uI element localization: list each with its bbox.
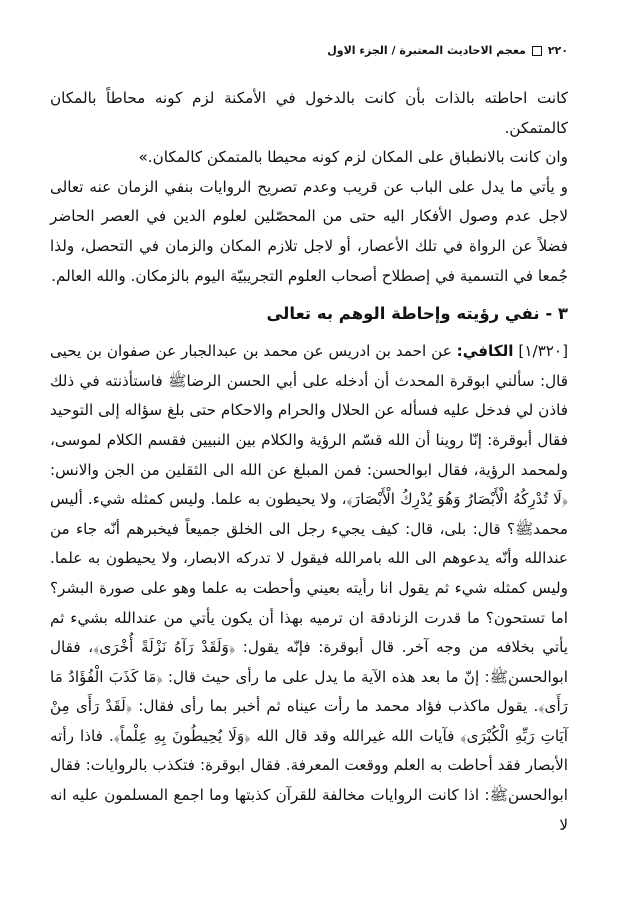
hadith-source: الكافي: (456, 342, 514, 361)
section-heading: ٣ - نفي رؤيته وإحاطة الوهم به تعالى (266, 304, 568, 324)
hadith-paragraph (50, 337, 568, 840)
hadith-text: عن احمد بن ادريس عن محمد بن عبدالجبار عن صفوان بن يحيى قال: سألني ابوقرة المحدث أن أدخله على أبي الحسن الرضاﷺ فاستأذنته في ذلك فاذن لي فدخل عليه فسأله عن الحلال والحرام والاحكام حتى بلغ سؤاله إلى التوحيد فقال أبوقرة: إنّا روينا أن الله قسّم الرؤية والكلام بين النبيين فقسم الكلام لموسى، ولمحمد الرؤية، فقال ابوالحسن: فمن المبلغ عن الله الى الثقلين من الجن والانس: ﴿لَا تُدْرِكُهُ الْأَبْصَارُ وَهُوَ يُدْرِكُ الْأَبْصَارَ﴾، ولا يحيطون به علما. وليس كمثله شيء. أليس محمدﷺ؟ قال: بلى، قال: كيف يجيء رجل الى الخلق جميعاً فيخبرهم أنّه جاء من عندالله وأنّه يدعوهم الى الله بامرالله فيقول لا تدركه الابصار، ولا يحيطون به علما. وليس كمثله شيء ثم يقول انا رأيته بعيني وأحطت به علما وهو على صورة البشر؟ اما تستحون؟ ما قدرت الزنادقة ان ترميه بهذا أن يكون يأتي من عندالله بشيء ثم يأتي بخلافه من وجه آخر. قال أبوقرة: فإنّه يقول: ﴿وَلَقَدْ رَآهُ نَزْلَةً أُخْرَى﴾، فقال ابوالحسنﷺ: إنّ ما بعد هذه الآية ما يدل على ما رأى حيث قال: ﴿مَا كَذَبَ الْفُؤَادُ مَا رَأَى﴾. يقول ماكذب فؤاد محمد ما رأت عيناه ثم أخبر بما رأى فقال: ﴿لَقَدْ رَأَى مِنْ آيَاتِ رَبِّهِ الْكُبْرَى﴾ فآيات الله غيرالله وقد قال الله ﴿وَلَا يُحِيطُونَ بِهِ عِلْماً﴾. فاذا رأته الأبصار فقد أحاطت به العلم ووقعت المعرفة. فقال ابوقرة: فتكذب بالروايات: فقال ابوالحسنﷺ: اذا كانت الروايات مخالفة للقرآن كذبتها وما اجمع المسلمون عليه انه لا (50, 342, 568, 834)
intro-paragraph: وان كانت بالانطباق على المكان لزم كونه محيطا بالمتمكن كالمكان.» (138, 148, 568, 167)
page-body (50, 84, 568, 840)
book-title: معجم الاحاديث المعتبرة / الجزء الاول (327, 44, 526, 57)
intro-paragraph: كانت احاطته بالذات بأن كانت بالدخول في الأمكنة لزم كونه محاطاً بالمكان كالمتمكن. (50, 89, 568, 137)
intro-paragraph: و يأتي ما يدل على الباب عن قريب وعدم تصريح الروايات بنفي الزمان عنه تعالى لاجل عدم وصول الأفكار اليه حتى من المحصّلين لعلوم الدين في العصر الحاضر فضلاً عن الرواة في تلك الأعصار، أو لاجل تلازم المكان والزمان في التحصل، ولذا جُمعا في التسمية في إصطلاح أصحاب العلوم التجريبيّة اليوم بالزمكان. والله العالم. (50, 177, 568, 285)
hadith-reference: [١/٣٢٠] (518, 342, 569, 361)
page-number: ٢٢٠ (547, 44, 568, 57)
page-header (327, 44, 568, 57)
square-ornament-icon (532, 46, 542, 56)
